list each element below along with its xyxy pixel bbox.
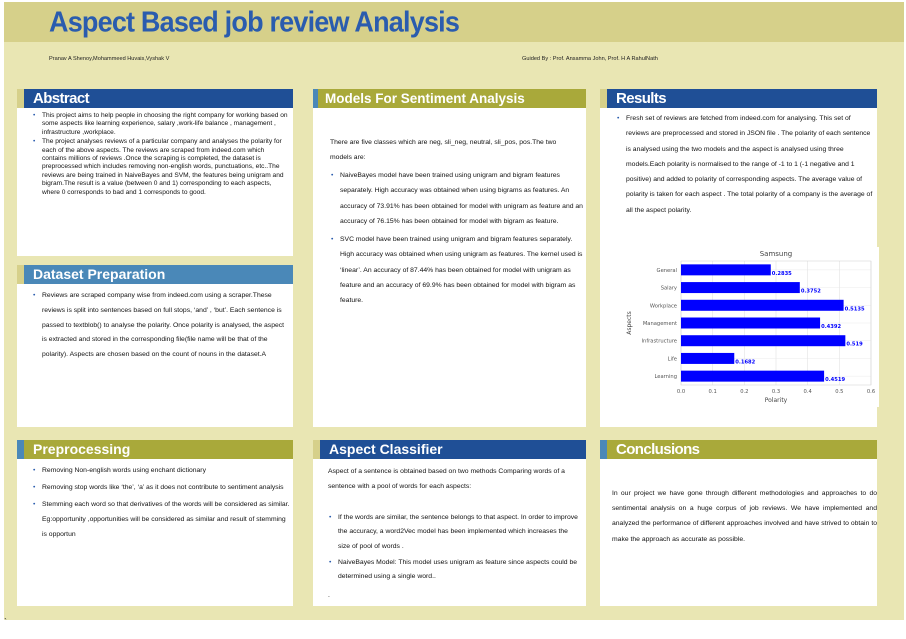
polarity-chart	[619, 247, 879, 407]
conclusions-heading: Conclusions	[616, 441, 700, 458]
abstract-bullet: • The project analyses reviews of a particular company and analyses the polarity for each of the above aspects. The reviews are scraped from indeed.com which contains millions of reviews .Once the scraping is completed, the dataset is preprocessed which includes removing non-english words, punctuations, etc..The reviews are being trained in NaiveBayes and SVM, the features being unigram and bigram.The result is a value (between 0 and 1) corresponding to each aspects, where 0 corresponds to bad and 1 corresponds to good.	[32, 138, 290, 197]
abstract-heading: Abstract	[33, 90, 90, 107]
preprocessing-bullet: • Removing stop words like ‘the’, ‘a’ as it does not contribute to sentiment analysis	[32, 480, 290, 495]
conclusions-heading-bar	[600, 440, 877, 459]
bar-workplace	[681, 300, 844, 311]
y-tick-label: Workplace	[649, 303, 677, 310]
heading-tick	[17, 89, 24, 108]
x-tick-label: 0.0	[676, 389, 686, 395]
x-axis-label: Polarity	[764, 397, 788, 404]
abstract-list	[32, 112, 290, 197]
results-heading-bar	[600, 89, 877, 108]
heading-tick	[17, 440, 24, 459]
chart-title: Samsung	[759, 250, 793, 258]
value-label: 0.4392	[821, 323, 842, 330]
value-label: 0.3752	[800, 288, 821, 295]
x-tick-labels	[677, 389, 875, 395]
preprocessing-list	[32, 463, 290, 542]
bar-infrastructure	[681, 335, 845, 346]
aspect-trailing: .	[328, 592, 330, 599]
value-label: 0.1682	[735, 359, 756, 366]
results-list	[616, 111, 874, 218]
y-tick-label: Life	[667, 356, 677, 363]
models-bullet: • NaiveBayes model have been trained using unigram and bigram features separately. High accuracy was obtained when using bigrams as features. An accuracy of 73.91% has been obtained for model with unigram as feature and an accuracy of 76.15% has been obtained for model with bigram as feature.	[330, 168, 586, 229]
models-intro: There are five classes which are neg, sli_neg, neutral, sli_pos, pos.The two models are:	[330, 139, 557, 161]
aspect-heading: Aspect Classifier	[329, 441, 443, 457]
value-label: 0.2835	[771, 270, 792, 277]
chart-bars	[681, 264, 865, 383]
bar-management	[681, 318, 820, 329]
y-axis-label: Aspects	[626, 311, 633, 335]
heading-tick	[600, 440, 607, 459]
aspect-list	[328, 511, 580, 584]
preprocessing-bullet: • Removing Non-english words using enchant dictionary	[32, 463, 290, 478]
dataset-heading-bar	[17, 265, 293, 284]
value-label: 0.519	[846, 341, 863, 348]
abstract-bullet: • This project aims to help people in choosing the right company for working based on some aspects like learning experience, salary ,work-life balance , management , infrastructure ,workplace.	[32, 112, 290, 137]
results-bullet: • Fresh set of reviews are fetched from indeed.com for analysing. This set of reviews are preprocessed and stored in JSON file . The polarity of each sentence is analysed using the two models and the aspect is analysed using three models.Each polarity is normalised to the range of -1 to 1 (-1 negative and 1 positive) and added to polarity of corresponding aspects. The average value of polarity is taken for each aspect . The total polarity of a company is the average of all the aspect polarity.	[616, 111, 874, 218]
models-bullet: • SVC model have been trained using unigram and bigram features separately. High accuracy was obtained when using unigram as features. The kernel used is ‘linear’. An accuracy of 87.44% has been obtained for model with unigram as feature and an accuracy of 69.9% has been obtained for model with bigram as feature.	[330, 232, 586, 308]
x-tick-label: 0.6	[866, 389, 876, 395]
y-tick-label: Infrastructure	[641, 338, 677, 345]
aspect-intro: Aspect of a sentence is obtained based on two methods Comparing words of a sentence with a pool of words for each aspects:	[328, 468, 565, 490]
conclusions-text: In our project we have gone through different methodologies and approaches to do sentimental analysis on a huge corpus of job reviews. We have implemented and analyzed the performance of different approaches involved and have strived to obtain to make the approach as accurate as possible.	[612, 490, 877, 543]
y-tick-label: Learning	[654, 374, 677, 381]
value-label: 0.4519	[825, 377, 846, 384]
y-tick-label: Management	[642, 321, 677, 327]
x-tick-label: 0.2	[740, 389, 749, 395]
dataset-bullet: • Reviews are scraped company wise from indeed.com using a scraper.These reviews is split into sentences based on full stops, ‘and’ , ‘but’. Each sentence is passed to textblob() to analyse the polarity. Once polarity is analysed, the aspect is extracted and stored in the corresponding file(file name will be that of the polarity). Aspects are chosen based on the count of nouns in the dataset.A	[32, 289, 290, 363]
dataset-heading: Dataset Preparation	[33, 266, 166, 282]
preprocessing-heading: Preprocessing	[33, 441, 131, 457]
guides: Guided By : Prof. Ansamma John, Prof. H A RahulNath	[522, 56, 658, 62]
x-tick-label: 0.5	[835, 389, 844, 395]
poster-title: Aspect Based job review Analysis	[49, 6, 460, 38]
value-label: 0.5135	[844, 306, 865, 313]
results-heading: Results	[616, 90, 666, 107]
bar-life	[681, 353, 734, 364]
models-heading: Models For Sentiment Analysis	[325, 91, 525, 106]
y-tick-label: Salary	[660, 285, 677, 292]
x-tick-label: 0.1	[708, 389, 717, 395]
bar-general	[681, 264, 771, 275]
abstract-heading-bar	[17, 89, 293, 108]
heading-tick	[313, 89, 318, 108]
aspect-heading-bar	[313, 440, 586, 459]
heading-tick	[600, 89, 607, 108]
x-tick-label: 0.4	[803, 389, 812, 395]
heading-tick	[313, 440, 320, 459]
y-tick-labels	[642, 268, 678, 380]
preprocessing-bullet: • Stemming each word so that derivatives of the words will be considered as similar. Eg:opportunity ,opportunities will be considered as similar and result of stemming is opportun	[32, 497, 290, 542]
dataset-list	[32, 289, 290, 363]
x-tick-label: 0.3	[771, 389, 781, 395]
y-tick-label: General	[656, 267, 677, 274]
aspect-bullet: • NaiveBayes Model: This model uses unigram as feature since aspects could be determined using a single word..	[328, 556, 580, 585]
bar-learning	[681, 371, 824, 382]
authors: Pranav A Shenoy,Mohammeed Huvais,Vyshak V	[49, 56, 170, 62]
models-heading-bar	[313, 89, 586, 108]
heading-tick	[17, 265, 24, 284]
aspect-bullet: • If the words are similar, the sentence belongs to that aspect. In order to improve the accuracy, a word2Vec model has been implemented which increases the size of pool of words .	[328, 511, 580, 554]
bottom-mark: `	[4, 617, 7, 627]
preprocessing-heading-bar	[17, 440, 293, 459]
models-list	[330, 168, 586, 309]
bar-salary	[681, 282, 800, 293]
